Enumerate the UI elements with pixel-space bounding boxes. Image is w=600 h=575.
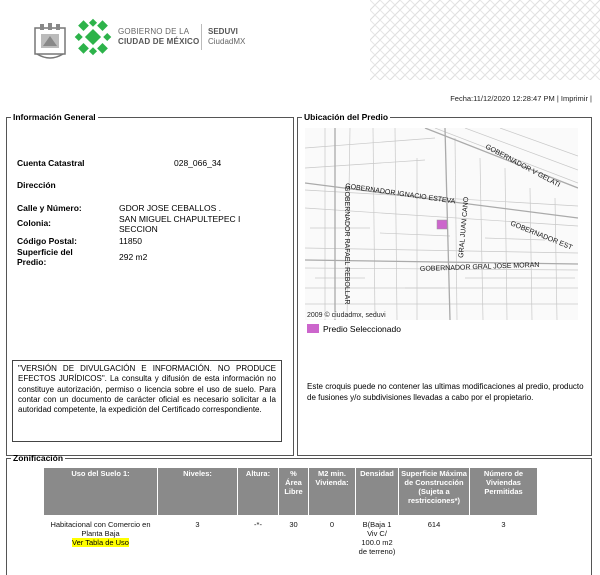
col-densidad: Densidad <box>356 468 398 515</box>
calle-value: GDOR JOSE CEBALLOS . <box>119 203 222 213</box>
informacion-general-legend: Información General <box>13 112 96 122</box>
cell-altura: -*- <box>254 520 262 529</box>
col-altura: Altura: <box>238 468 278 515</box>
codigo-postal-label: Código Postal: <box>17 236 77 246</box>
calle-label: Calle y Número: <box>17 203 82 213</box>
codigo-postal-value: 11850 <box>119 236 143 246</box>
cdmx-logo <box>74 17 112 57</box>
superficie-label-line-2: Predio: <box>17 257 47 267</box>
zonificacion-table <box>43 467 538 561</box>
predio-highlight <box>437 220 447 229</box>
cell-uso <box>44 516 157 560</box>
toolbar-separator-end: | <box>590 94 592 103</box>
colonia-value-line-2: SECCION <box>119 224 158 234</box>
street-label-moran: GOBERNADOR GRAL JOSE MORAN <box>419 261 540 273</box>
page-header <box>0 0 600 80</box>
imprimir-link[interactable]: Imprimir <box>560 94 588 103</box>
gobierno-line-2: CIUDAD DE MÉXICO <box>118 37 200 46</box>
cell-numero-viviendas: 3 <box>501 520 506 529</box>
cuenta-catastral-value: 028_066_34 <box>174 158 222 168</box>
zonificacion-legend: Zonificación <box>13 453 64 463</box>
col-uso-suelo: Uso del Suelo 1: <box>44 468 157 515</box>
table-header-row <box>44 468 537 515</box>
toolbar-separator: | <box>556 94 559 103</box>
header-divider <box>201 24 202 50</box>
table-row <box>44 516 537 560</box>
croquis-note: Este croquis puede no contener las ultimas modificaciones al predio, producto de fusiones y/o subdivisiones llevadas a cabo por el propietario. <box>307 382 584 402</box>
seduvi-text <box>208 27 245 47</box>
map-copyright: 2009 © ciudadmx, seduvi <box>307 312 386 319</box>
ubicacion-legend: Ubicación del Predio <box>304 112 389 122</box>
col-superficie-maxima: Superficie Máxima de Construcción (Sujeta a restricciones*) <box>399 468 469 515</box>
toolbar-line <box>450 94 592 103</box>
col-numero-viviendas: Número de Viviendas Permitidas <box>470 468 537 515</box>
superficie-label-line-1: Superficie del <box>17 247 73 257</box>
decorative-pattern <box>370 0 600 80</box>
cell-superficie: 614 <box>427 520 441 529</box>
predio-legend-swatch <box>307 324 319 333</box>
colonia-label: Colonia: <box>17 218 51 228</box>
cuenta-catastral-label: Cuenta Catastral <box>17 158 85 168</box>
col-niveles: Niveles: <box>158 468 237 515</box>
coat-of-arms-logo <box>33 22 67 60</box>
cell-niveles: 3 <box>195 520 200 529</box>
col-m2-min: M2 min. Vivienda: <box>309 468 355 515</box>
predio-legend-label: Predio Seleccionado <box>323 324 401 334</box>
uso-text: Habitacional con Comercio en Planta Baja <box>50 520 151 538</box>
direccion-label: Dirección <box>17 180 56 190</box>
disclaimer-box: "VERSIÓN DE DIVULGACIÓN E INFORMACIÓN. NO PRODUCE EFECTOS JURÍDICOS". La consulta y difusión de esta información no constituye autorización, permiso o licencia sobre el uso de suelo. Para contar con un documento de carácter oficial es necesario solicitar a la autoridad competente, la expedición del Certificado correspondiente. <box>12 360 282 442</box>
street-label-juan-cano: GRAL JUAN CANO <box>458 196 471 259</box>
fecha-text: Fecha:11/12/2020 12:28:47 PM <box>450 94 555 103</box>
street-label-gelati: GOBERNADOR V GELATI <box>484 143 562 189</box>
cell-densidad: B(Baja 1 Viv C/ 100.0 m2 de terreno) <box>358 520 396 556</box>
seduvi-line-1: SEDUVI <box>208 27 238 36</box>
col-area-libre: % Área Libre <box>279 468 308 515</box>
predio-map[interactable] <box>305 128 578 320</box>
superficie-value: 292 m2 <box>119 252 148 262</box>
seduvi-line-2: CiudadMX <box>208 37 246 46</box>
cell-m2-min: 0 <box>329 520 335 529</box>
colonia-value-line-1: SAN MIGUEL CHAPULTEPEC I <box>119 214 241 224</box>
street-label-est: GOBERNADOR EST <box>509 220 574 252</box>
street-label-rafael: GOBERNADOR RAFAEL REBOLLAR <box>343 186 350 305</box>
gobierno-text <box>118 27 199 47</box>
gobierno-line-1: GOBIERNO DE LA <box>118 27 190 36</box>
cell-area-libre: 30 <box>289 520 298 529</box>
street-label-esteva: GOBERNADOR IGNACIO ESTEVA <box>344 183 456 206</box>
ver-tabla-uso-link[interactable]: Ver Tabla de Uso <box>72 538 129 547</box>
